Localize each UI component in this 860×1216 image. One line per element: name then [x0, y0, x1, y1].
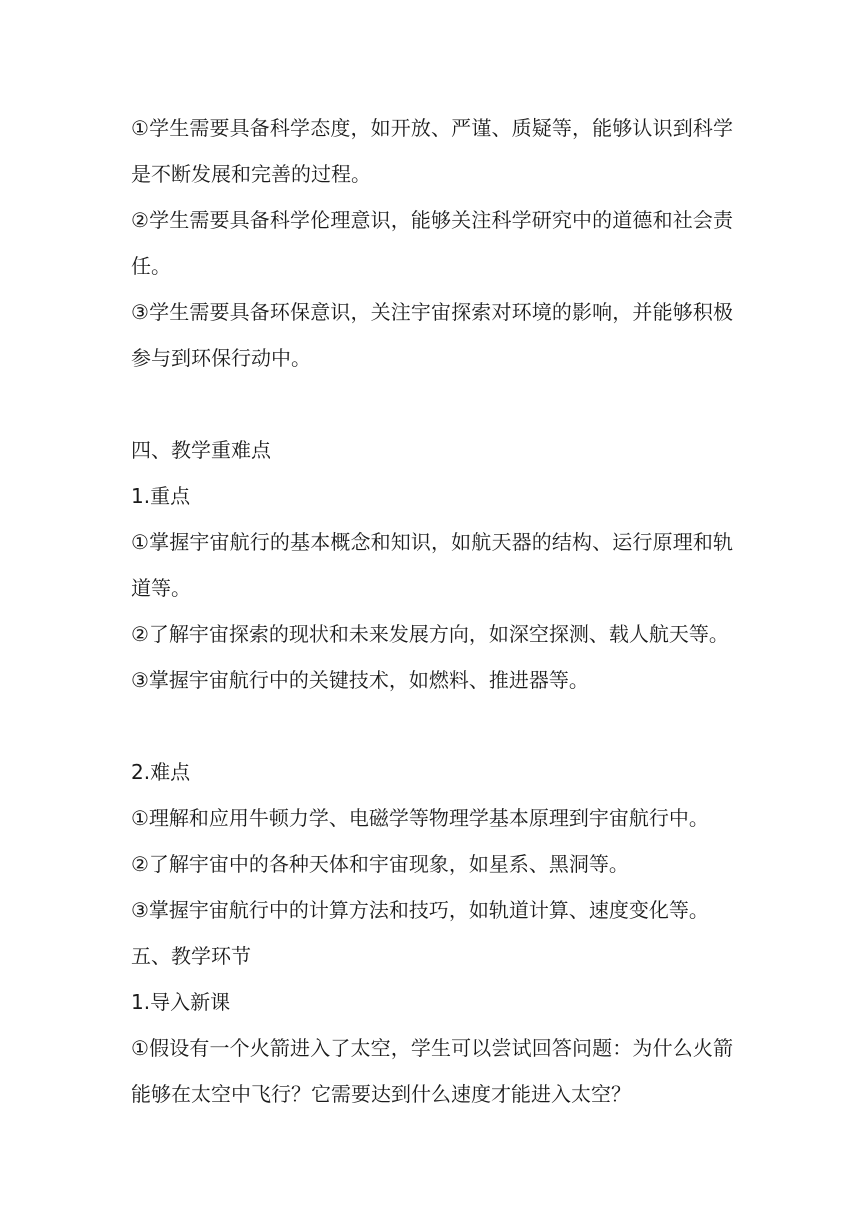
subheading-key-points: 1.重点	[131, 484, 191, 508]
paragraph-key-point-2: ②了解宇宙探索的现状和未来发展方向，如深空探测、载人航天等。	[131, 622, 729, 646]
section-heading-key-difficult-points: 四、教学重难点	[131, 438, 271, 462]
blank-line	[131, 703, 733, 749]
paragraph-difficult-point-1: ①理解和应用牛顿力学、电磁学等物理学基本原理到宇宙航行中。	[131, 806, 709, 830]
paragraph-environment-awareness: ③学生需要具备环保意识，关注宇宙探索对环境的影响，并能够积极参与到环保行动中。	[131, 300, 733, 370]
paragraph-science-ethics: ②学生需要具备科学伦理意识，能够关注科学研究中的道德和社会责任。	[131, 208, 733, 278]
paragraph-key-point-1: ①掌握宇宙航行的基本概念和知识，如航天器的结构、运行原理和轨道等。	[131, 530, 733, 600]
section-heading-teaching-steps: 五、教学环节	[131, 944, 251, 968]
subheading-difficult-points: 2.难点	[131, 760, 191, 784]
document-body	[131, 105, 733, 1117]
paragraph-introduction-question: ①假设有一个火箭进入了太空，学生可以尝试回答问题：为什么火箭能够在太空中飞行？它需要达到什么速度才能进入太空？	[131, 1036, 733, 1106]
paragraph-key-point-3: ③掌握宇宙航行中的关键技术，如燃料、推进器等。	[131, 668, 589, 692]
subheading-introduction: 1.导入新课	[131, 990, 231, 1014]
paragraph-science-attitude: ①学生需要具备科学态度，如开放、严谨、质疑等，能够认识到科学是不断发展和完善的过程。	[131, 116, 733, 186]
paragraph-difficult-point-2: ②了解宇宙中的各种天体和宇宙现象，如星系、黑洞等。	[131, 852, 629, 876]
paragraph-difficult-point-3: ③掌握宇宙航行中的计算方法和技巧，如轨道计算、速度变化等。	[131, 898, 709, 922]
blank-line	[131, 381, 733, 427]
